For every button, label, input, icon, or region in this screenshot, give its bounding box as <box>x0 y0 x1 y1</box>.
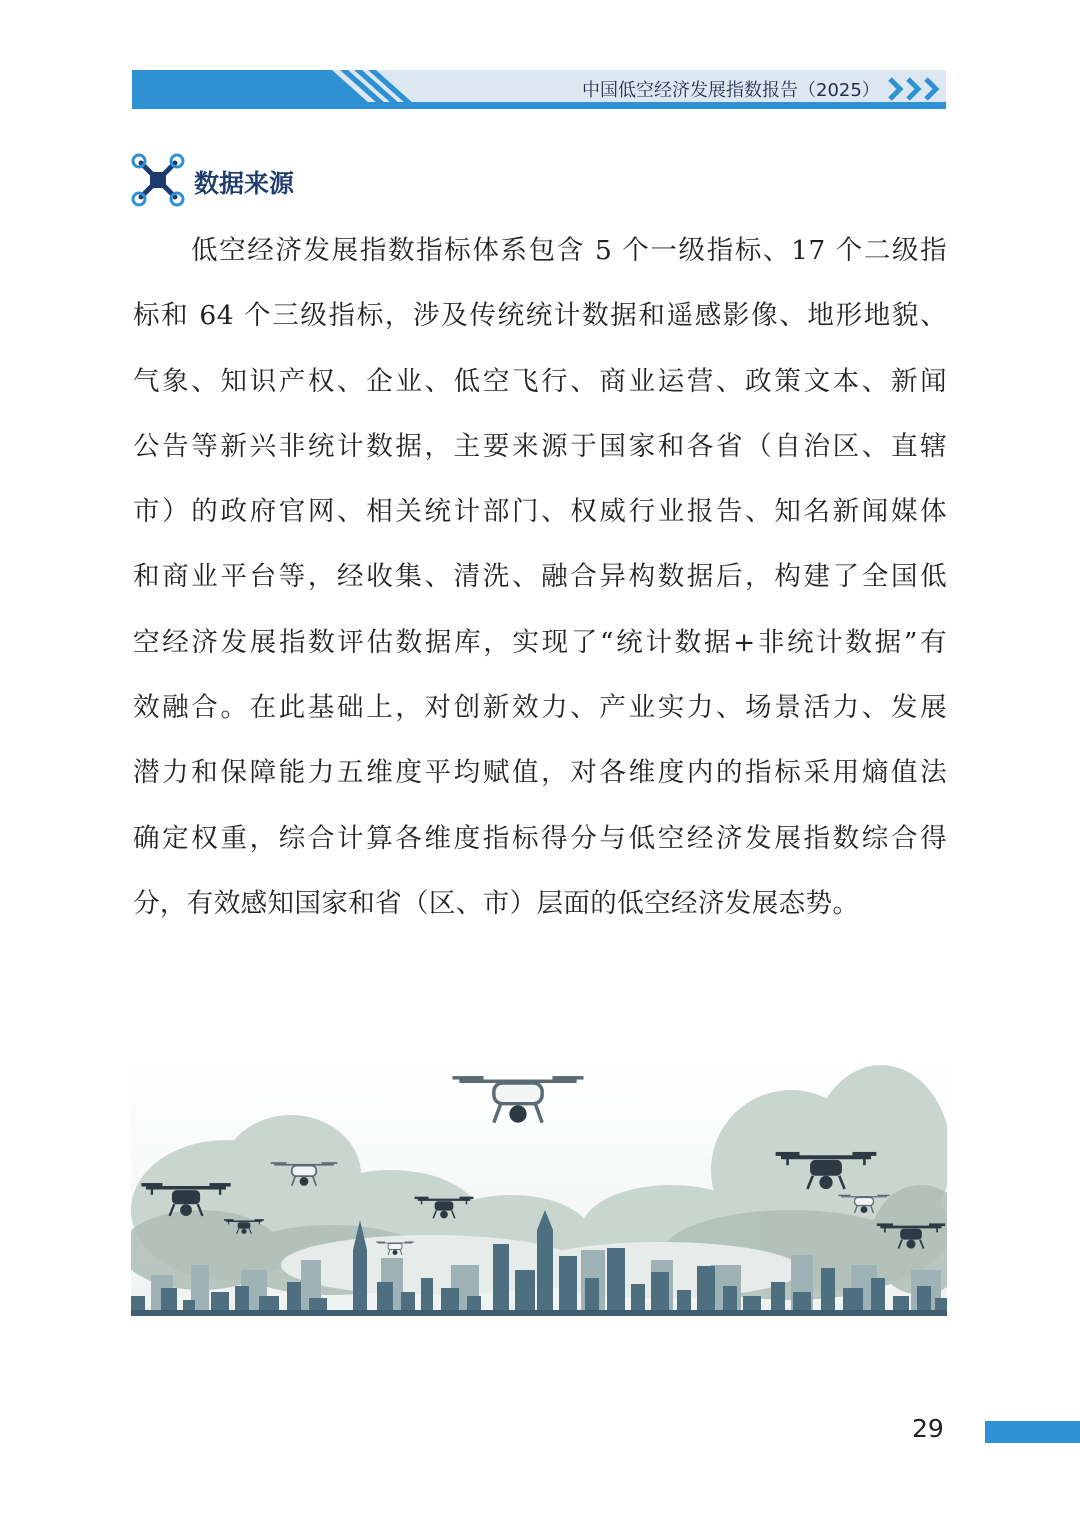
section-heading <box>130 152 530 208</box>
page-number: 29 <box>912 1414 944 1443</box>
drones-city-illustration <box>131 1060 947 1316</box>
paragraph-line: 潜力和保障能力五维度平均赋值，对各维度内的指标采用熵值法 <box>133 757 947 789</box>
paragraph-line: 确定权重，综合计算各维度指标得分与低空经济发展指数综合得 <box>133 822 947 854</box>
section-title: 数据来源 <box>194 169 295 198</box>
paragraph-line: 低空经济发展指数指标体系包含 5 个一级指标、17 个二级指 <box>191 235 947 266</box>
report-title: 中国低空经济发展指数报告（2025） <box>582 80 880 101</box>
drone-icon <box>130 152 186 208</box>
paragraph-line: 和商业平台等，经收集、清洗、融合异构数据后，构建了全国低 <box>133 561 947 593</box>
paragraph-line: 分，有效感知国家和省（区、市）层面的低空经济发展态势。 <box>133 887 860 919</box>
triple-chevron-right-icon <box>888 76 946 102</box>
page-header <box>132 70 946 110</box>
paragraph-line: 标和 64 个三级指标，涉及传统统计数据和遥感影像、地形地貌、 <box>133 300 947 332</box>
paragraph-line: 空经济发展指数评估数据库，实现了“统计数据+非统计数据”有 <box>133 626 947 658</box>
paragraph-line: 市）的政府官网、相关统计部门、权威行业报告、知名新闻媒体 <box>133 496 947 528</box>
body-paragraph <box>133 218 947 936</box>
paragraph-line: 气象、知识产权、企业、低空飞行、商业运营、政策文本、新闻 <box>133 365 947 397</box>
footer-accent-bar <box>985 1421 1080 1443</box>
paragraph-line: 效融合。在此基础上，对创新效力、产业实力、场景活力、发展 <box>133 692 947 724</box>
paragraph-line: 公告等新兴非统计数据，主要来源于国家和各省（自治区、直辖 <box>133 430 947 462</box>
